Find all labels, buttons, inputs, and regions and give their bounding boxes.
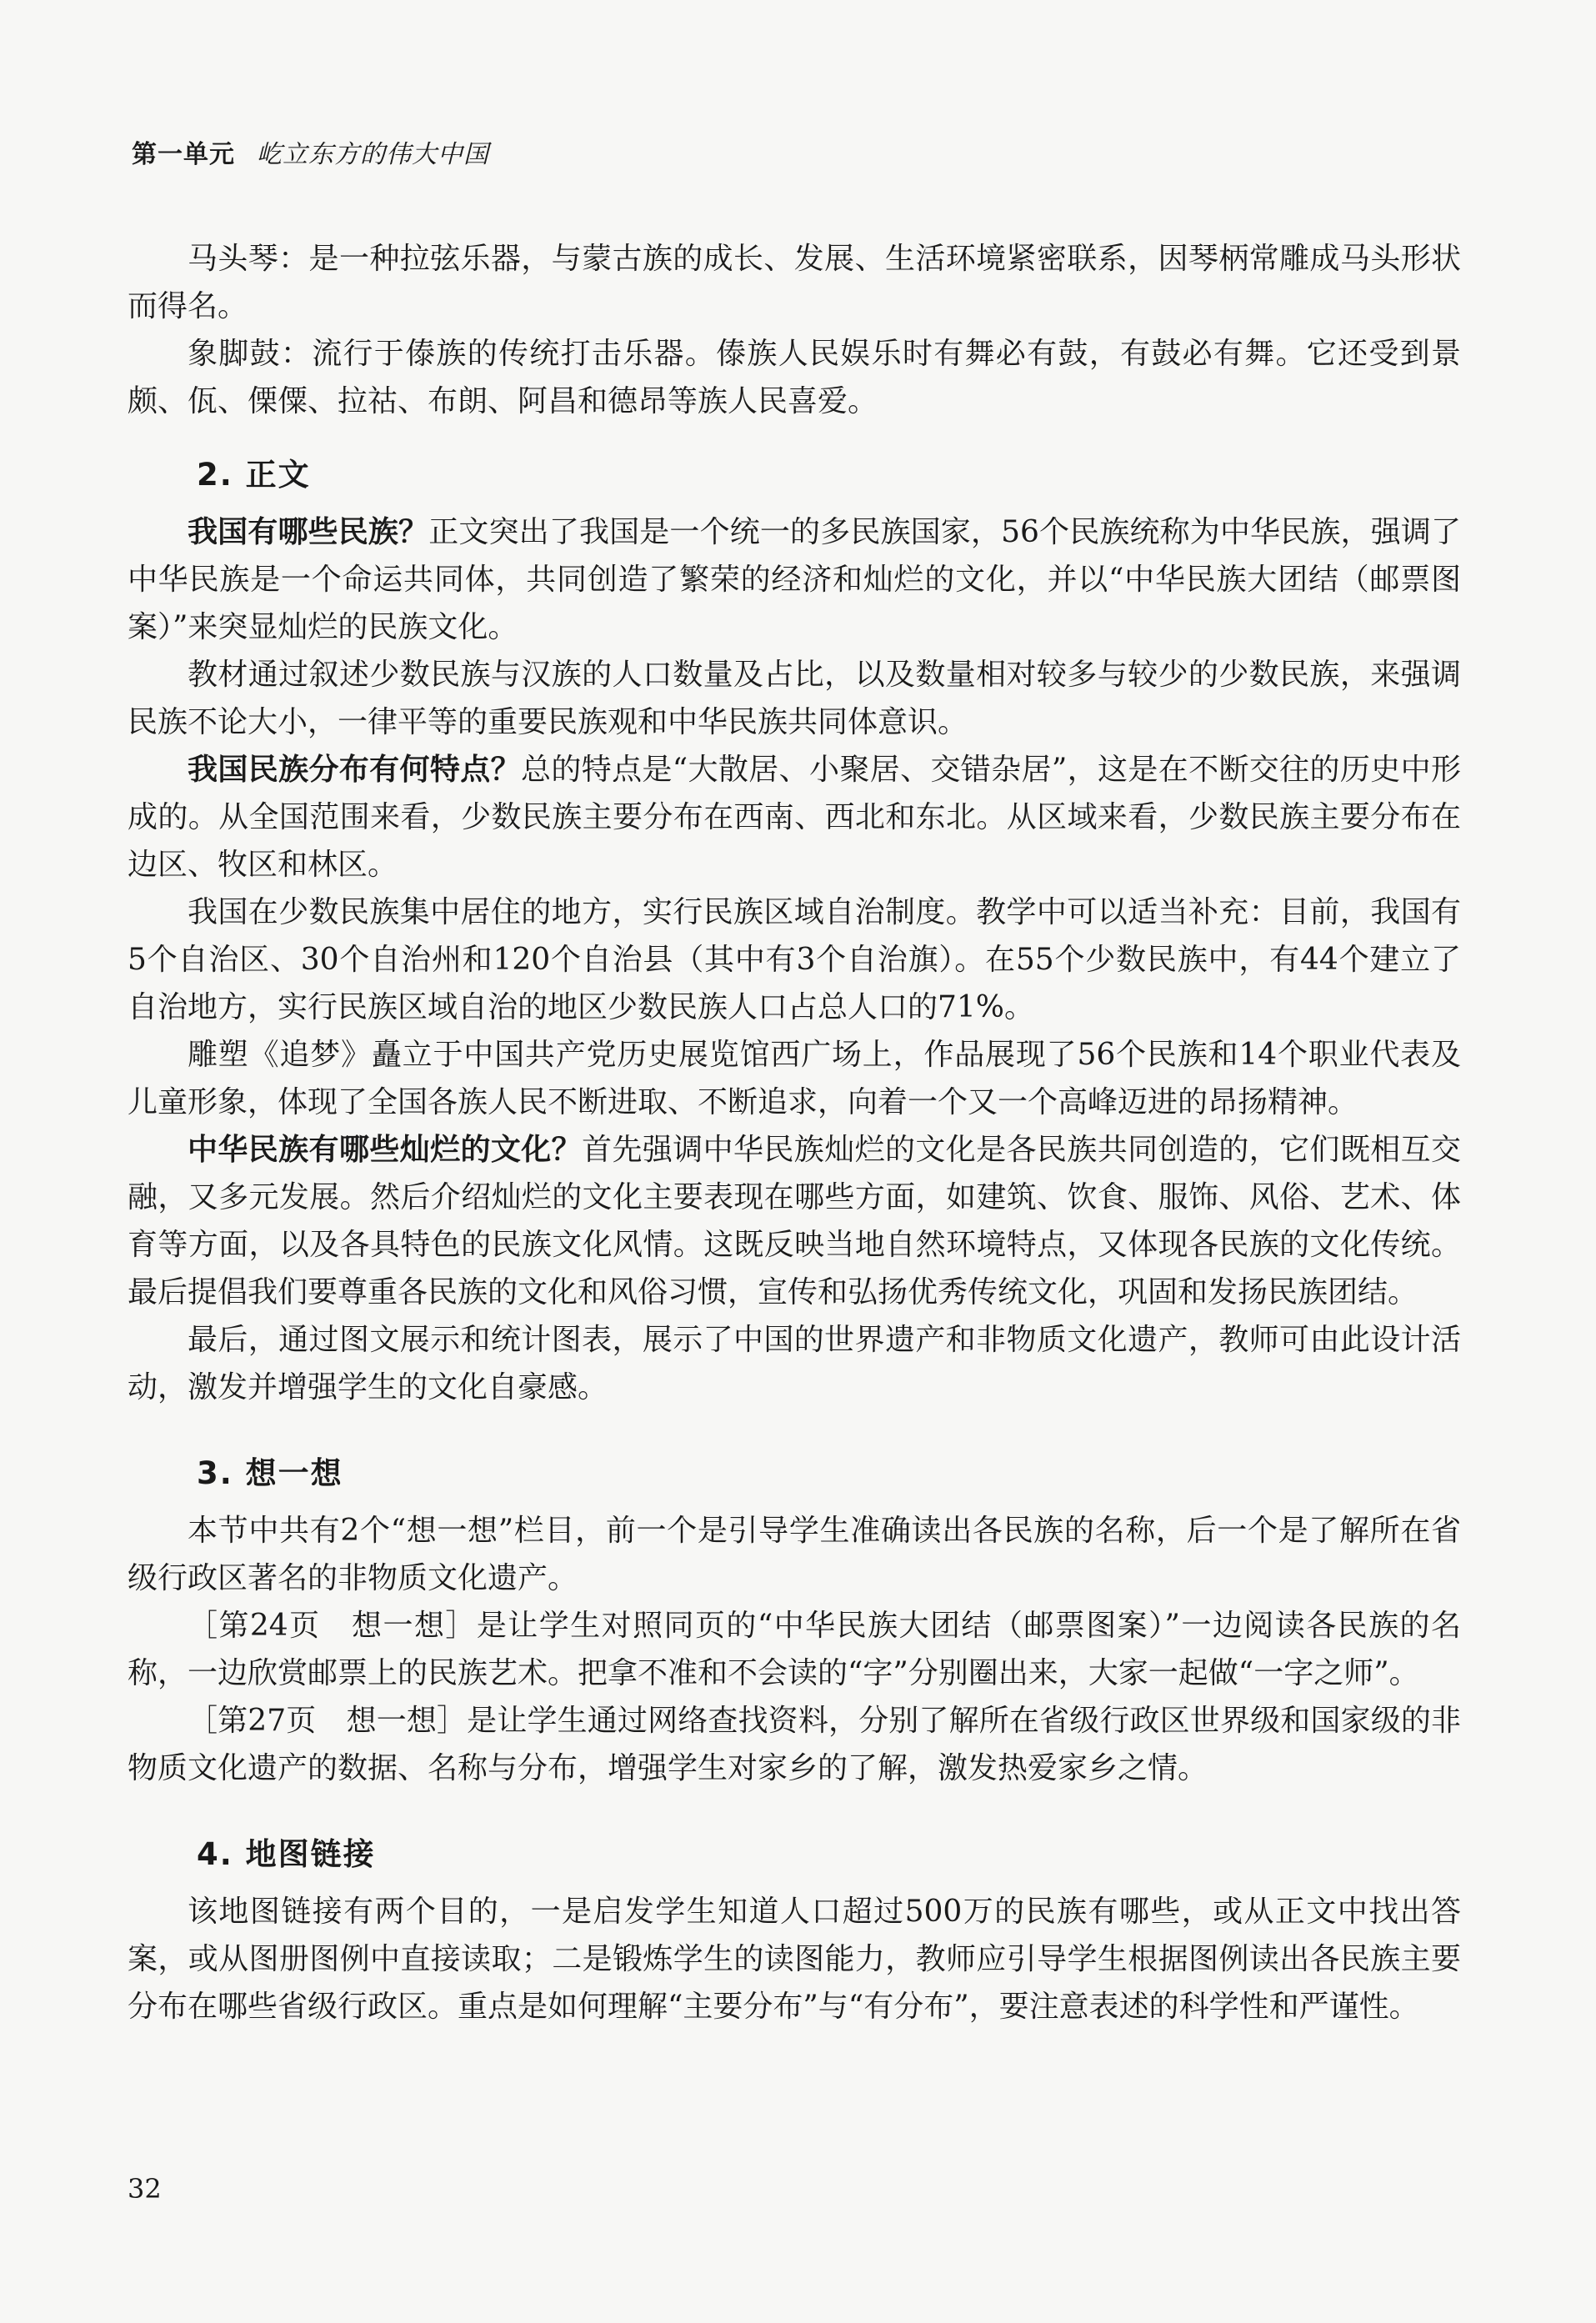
paragraph-lead: 中华民族有哪些灿烂的文化？	[188, 1133, 583, 1167]
paragraph-text: 雕塑《追梦》矗立于中国共产党历史展览馆西广场上，作品展现了56个民族和14个职业代表及儿童形象，体现了全国各族人民不断进取、不断追求，向着一个又一个高峰迈进的昂扬精神。	[128, 1038, 1461, 1119]
paragraph-text: 首先强调中华民族灿烂的文化是各民族共同创造的，它们既相互交融，又多元发展。然后介绍灿烂的文化主要表现在哪些方面，如建筑、饮食、服饰、风俗、艺术、体育等方面，以及各具特色的民族文化风情。这既反映当地自然环境特点，又体现各民族的文化传统。最后提倡我们要尊重各民族的文化和风俗习惯，宣传和弘扬优秀传统文化，巩固和发扬民族团结。	[128, 1133, 1461, 1309]
paragraph-lead: 我国民族分布有何特点？	[188, 753, 521, 787]
paragraph	[128, 1126, 1461, 1316]
paragraph	[128, 1697, 1461, 1792]
paragraph-text: 正文突出了我国是一个统一的多民族国家，56个民族统称为中华民族，强调了中华民族是一个命运共同体，共同创造了繁荣的经济和灿烂的文化，并以“中华民族大团结（邮票图案）”来突显灿烂的民族文化。	[128, 515, 1461, 644]
paragraph-text: 本节中共有2个“想一想”栏目，前一个是引导学生准确读出各民族的名称，后一个是了解所在省级行政区著名的非物质文化遗产。	[128, 1514, 1461, 1595]
section-heading: 2. 正文	[197, 457, 311, 493]
paragraph-text: ［第24页 想一想］是让学生对照同页的“中华民族大团结（邮票图案）”一边阅读各民族的名称，一边欣赏邮票上的民族艺术。把拿不准和不会读的“字”分别圈出来，大家一起做“一字之师”。	[128, 1609, 1461, 1690]
paragraph-text: 总的特点是“大散居、小聚居、交错杂居”，这是在不断交往的历史中形成的。从全国范围来看，少数民族主要分布在西南、西北和东北。从区域来看，少数民族主要分布在边区、牧区和林区。	[128, 753, 1461, 882]
paragraph-text: 该地图链接有两个目的，一是启发学生知道人口超过500万的民族有哪些，或从正文中找出答案，或从图册图例中直接读取；二是锻炼学生的读图能力，教师应引导学生根据图例读出各民族主要分布在哪些省级行政区。重点是如何理解“主要分布”与“有分布”，要注意表述的科学性和严谨性。	[128, 1895, 1461, 2024]
page-number: 32	[128, 2173, 162, 2205]
paragraph-text: 我国在少数民族集中居住的地方，实行民族区域自治制度。教学中可以适当补充：目前，我国有5个自治区、30个自治州和120个自治县（其中有3个自治旗）。在55个少数民族中，有44个建立了自治地方，实行民族区域自治的地区少数民族人口占总人口的71%。	[128, 895, 1461, 1024]
paragraph-text: 教材通过叙述少数民族与汉族的人口数量及占比，以及数量相对较多与较少的少数民族，来强调民族不论大小，一律平等的重要民族观和中华民族共同体意识。	[128, 658, 1461, 739]
main-content	[128, 235, 1461, 2030]
paragraph	[128, 651, 1461, 746]
paragraph	[128, 1602, 1461, 1697]
paragraph	[128, 1316, 1461, 1411]
paragraph-text: 最后，通过图文展示和统计图表，展示了中国的世界遗产和非物质文化遗产，教师可由此设计活动，激发并增强学生的文化自豪感。	[128, 1323, 1461, 1404]
section-heading: 4. 地图链接	[197, 1836, 376, 1872]
unit-label: 第一单元	[132, 140, 235, 169]
paragraph	[128, 889, 1461, 1031]
paragraph: 象脚鼓：流行于傣族的传统打击乐器。傣族人民娱乐时有舞必有鼓，有鼓必有舞。它还受到景颇、佤、傈僳、拉祜、布朗、阿昌和德昂等族人民喜爱。	[128, 337, 1461, 418]
paragraph	[128, 746, 1461, 889]
running-header	[132, 133, 489, 170]
paragraph	[128, 1031, 1461, 1126]
paragraph-text: ［第27页 想一想］是让学生通过网络查找资料，分别了解所在省级行政区世界级和国家级的非物质文化遗产的数据、名称与分布，增强学生对家乡的了解，激发热爱家乡之情。	[128, 1704, 1461, 1785]
paragraph	[128, 1888, 1461, 2030]
paragraph-lead: 我国有哪些民族？	[188, 515, 429, 549]
paragraph: 马头琴：是一种拉弦乐器，与蒙古族的成长、发展、生活环境紧密联系，因琴柄常雕成马头形状而得名。	[128, 242, 1461, 323]
paragraph	[128, 1507, 1461, 1602]
paragraph	[128, 508, 1461, 651]
unit-title: 屹立东方的伟大中国	[257, 140, 489, 169]
section-heading: 3. 想一想	[197, 1455, 343, 1491]
